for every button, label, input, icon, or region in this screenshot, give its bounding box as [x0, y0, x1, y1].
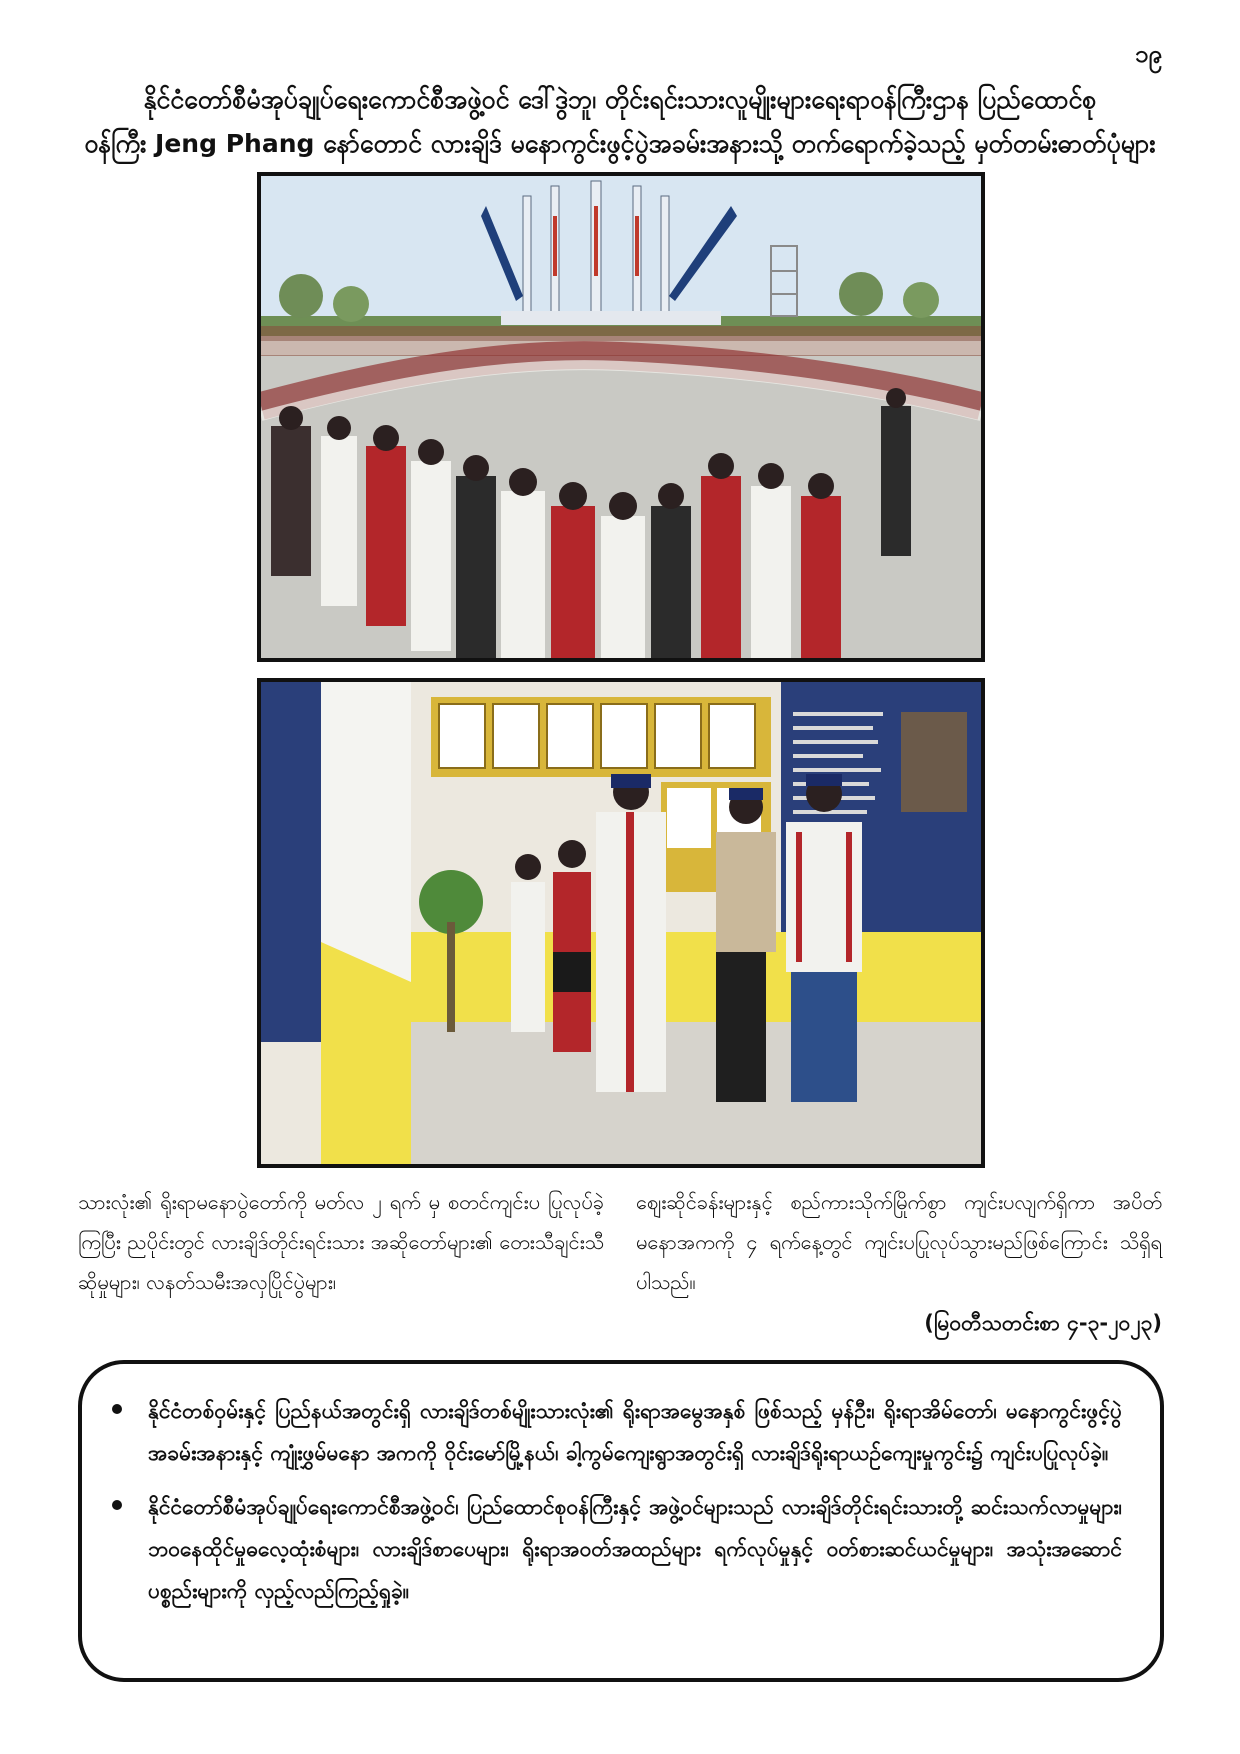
summary-bullet-text: နိုင်ငံတော်စီမံအုပ်ချုပ်ရေးကောင်စီအဖွဲ့ဝင်၊ ပြည်ထောင်စုဝန်ကြီးနှင့် အဖွဲ့ဝင်များသည် လားချိဒ်တိုင်းရင်းသားတို့ ဆင်းသက်လာမှုများ၊ ဘဝနေထိုင်မှုဓလေ့ထုံးစံများ၊ လားချိဒ်စာပေများ၊ ရိုးရာအဝတ်အထည်များ ရက်လုပ်မှုနှင့် ဝတ်စားဆင်ယင်မှုများ၊ အသုံးအဆောင်ပစ္စည်းများကို လှည့်လည်ကြည့်ရှုခဲ့။ [148, 1495, 1122, 1603]
exhibition-visit-photo [257, 678, 985, 1168]
news-source: (မြဝတီသတင်းစာ ၄-၃-၂၀၂၃) [924, 1311, 1162, 1335]
summary-bullet-text: နိုင်ငံတစ်ဝှမ်းနှင့် ပြည်နယ်အတွင်းရှိ လားချိဒ်တစ်မျိုးသားလုံး၏ ရိုးရာအမွေအနှစ် ဖြစ်သည့် မှန်ဦး၊ ရိုးရာအိမ်တော်၊ မနောကွင်းဖွင့်ပွဲအခမ်းအနားနှင့် ကျုံးဖွှမ်မနော အကကို ဝိုင်းမော်မြို့နယ်၊ ခါ့ကွမ်ကျေးရွာအတွင်းရှိ လားချိဒ်ရိုးရာယဉ်ကျေးမှုကွင်း၌ ကျင်းပပြုလုပ်ခဲ့။ [148, 1399, 1122, 1465]
page-number: ၁၉ [1135, 40, 1162, 68]
headline-line-1: နိုင်ငံတော်စီမံအုပ်ချုပ်ရေးကောင်စီအဖွဲ့ဝင် ဒေါ်ဒွဲဘူ၊ တိုင်းရင်းသားလူမျိုးများရေးရာဝန်ကြီးဌာန ပြည်ထောင်စု [143, 85, 1097, 114]
bullet-dot-icon [112, 1500, 122, 1510]
summary-bullet [112, 1486, 1122, 1612]
summary-bullet [112, 1390, 1122, 1474]
article-column-1: သားလုံး၏ ရိုးရာမနောပွဲတော်ကို မတ်လ ၂ ရက် မှ စတင်ကျင်းပ ပြုလုပ်ခဲ့ကြပြီး ညပိုင်းတွင် လားချိဒ်တိုင်းရင်းသား အဆိုတော်များ၏ တေးသီချင်းသီဆိုမှုများ၊ လနတ်သမီးအလှပြိုင်ပွဲများ၊ [78, 1190, 604, 1294]
article-body [78, 1182, 1162, 1302]
bullet-dot-icon [112, 1404, 122, 1414]
festival-crowd-photo [257, 172, 985, 662]
festival-crowd-illustration [261, 176, 981, 658]
exhibition-visit-illustration [261, 682, 981, 1164]
summary-box [78, 1360, 1164, 1682]
article-column-2: စျေးဆိုင်ခန်းများနှင့် စည်ကားသိုက်မြိုက်စွာ ကျင်းပလျက်ရှိကာ အပိတ်မနောအကကို ၄ ရက်နေ့တွင် ကျင်းပပြုလုပ်သွားမည်ဖြစ်ကြောင်း သိရှိရပါသည်။ [636, 1190, 1162, 1294]
headline-line-2: ဝန်ကြီး Jeng Phang နော်တောင် လားချိဒ် မနောကွင်းဖွင့်ပွဲအခမ်းအနားသို့ တက်ရောက်ခဲ့သည့် မှတ်တမ်းဓာတ်ပုံများ [84, 129, 1156, 158]
headline [60, 78, 1180, 166]
